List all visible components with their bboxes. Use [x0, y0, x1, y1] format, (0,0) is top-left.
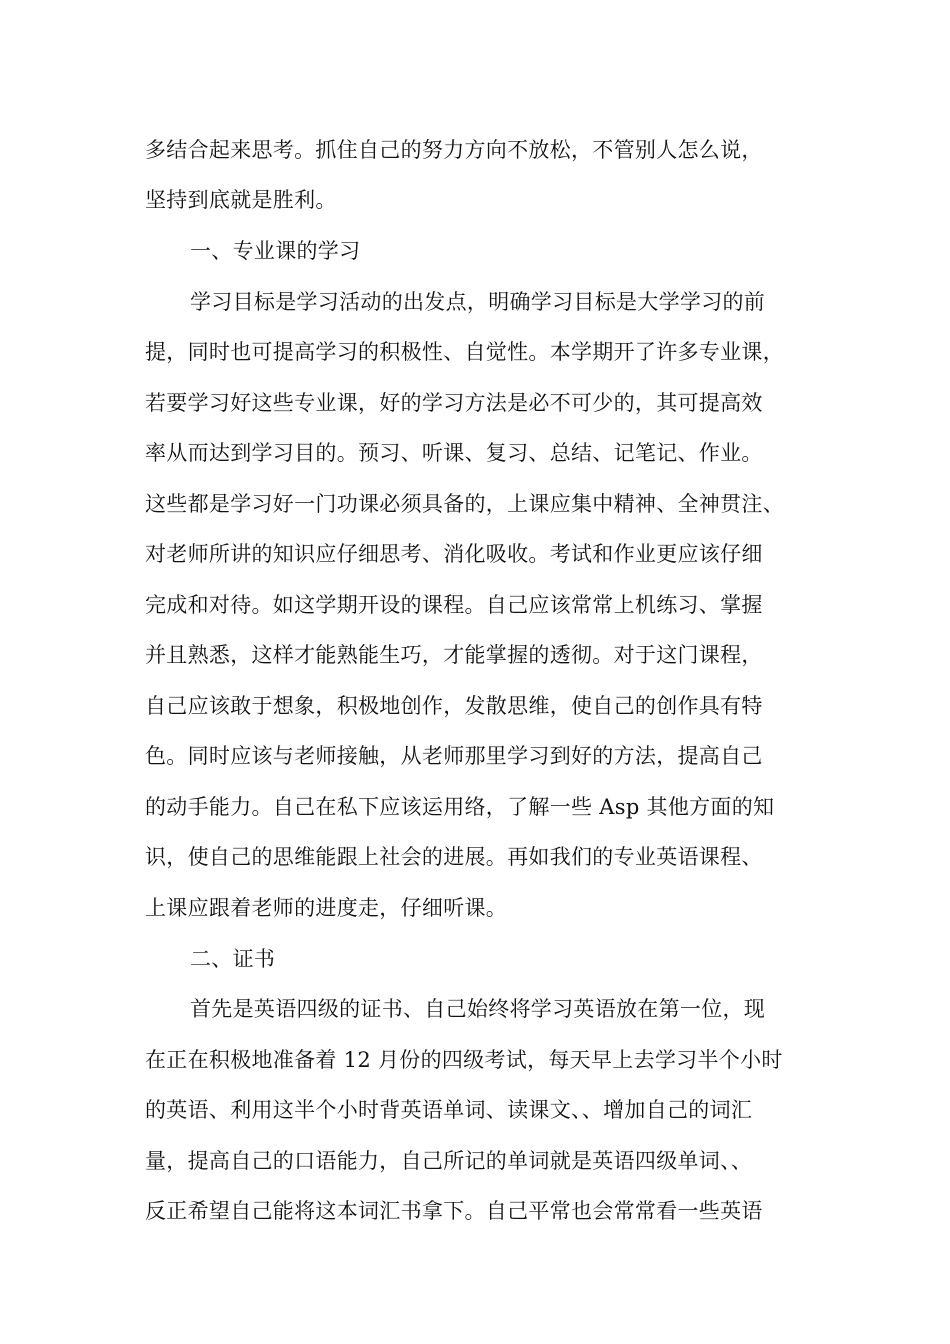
text-line: 坚持到底就是胜利。: [145, 188, 337, 212]
text-line: 量，提高自己的口语能力，自己所记的单词就是英语四级单词、、: [145, 1149, 753, 1173]
text-line: 识，使自己的思维能跟上社会的进展。再如我们的专业英语课程、: [145, 845, 763, 869]
text-line: 多结合起来思考。抓住自己的努力方向不放松，不管别人怎么说，: [145, 138, 763, 162]
text-line: 自己应该敢于想象，积极地创作，发散思维，使自己的创作具有特: [145, 694, 763, 718]
text-line: 色。同时应该与老师接触，从老师那里学习到好的方法，提高自己: [145, 744, 763, 768]
text-line: 并且熟悉，这样才能熟能生巧，才能掌握的透彻。对于这门课程，: [145, 643, 763, 667]
text-line: 的动手能力。自己在私下应该运用络，了解一些 Asp 其他方面的知: [145, 795, 775, 819]
text-line: 完成和对待。如这学期开设的课程。自己应该常常上机练习、掌握: [145, 593, 763, 617]
text-line: 这些都是学习好一门功课必须具备的，上课应集中精神、全神贯注、: [145, 492, 784, 516]
text-line: 率从而达到学习目的。预习、听课、复习、总结、记笔记、作业。: [145, 441, 763, 465]
text-line: 反正希望自己能将这本词汇书拿下。自己平常也会常常看一些英语: [145, 1199, 763, 1223]
text-line: 对老师所讲的知识应仔细思考、消化吸收。考试和作业更应该仔细: [145, 542, 763, 566]
text-line: 首先是英语四级的证书、自己始终将学习英语放在第一位，现: [190, 997, 766, 1021]
section-heading-major-courses: 一、专业课的学习: [190, 239, 361, 263]
text-line: 学习目标是学习活动的出发点，明确学习目标是大学学习的前: [190, 290, 766, 314]
text-line: 提，同时也可提高学习的积极性、自觉性。本学期开了许多专业课，: [145, 340, 784, 364]
text-line: 上课应跟着老师的进度走，仔细听课。: [145, 896, 508, 920]
section-heading-certificates: 二、证书: [190, 947, 276, 971]
text-line: 的英语、利用这半个小时背英语单词、读课文、、增加自己的词汇: [145, 1098, 753, 1122]
text-line: 若要学习好这些专业课，好的学习方法是必不可少的，其可提高效: [145, 391, 763, 415]
text-line: 在正在积极地准备着 12 月份的四级考试，每天早上去学习半个小时: [145, 1048, 783, 1072]
